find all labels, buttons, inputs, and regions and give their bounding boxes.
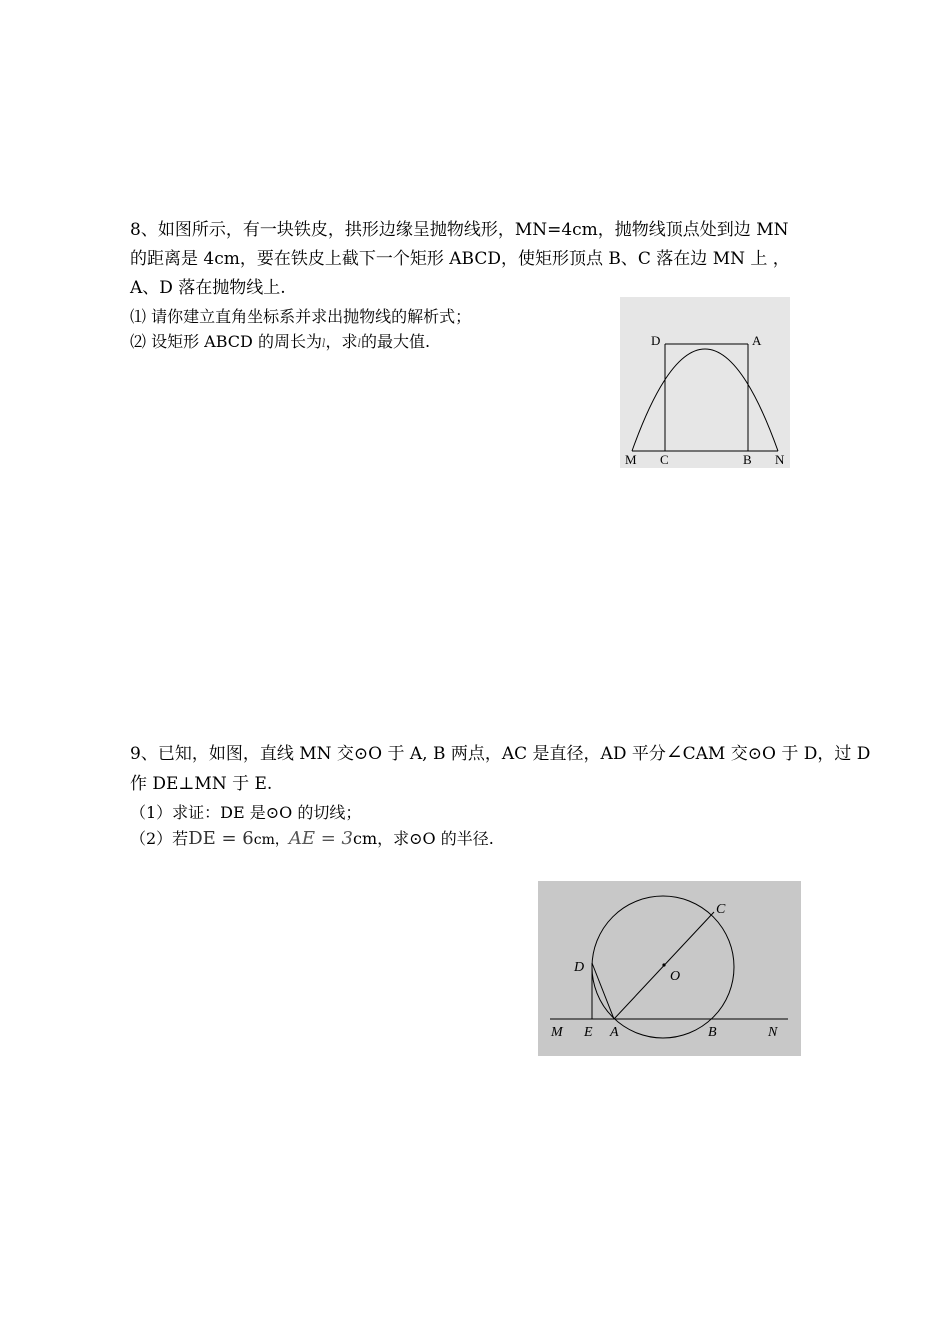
q8-line1: 8、如图所示，有一块铁皮，拱形边缘呈抛物线形，MN=4cm，抛物线顶点处到边 MN	[130, 220, 789, 240]
q8-label-d: D	[651, 333, 661, 348]
q9-label-o: O	[670, 969, 681, 984]
q8-perimeter-var2: l	[357, 337, 362, 350]
q8-part2-text-a: ⑵ 设矩形 ABCD 的周长为	[130, 332, 322, 351]
q9-line1-text-b: CAM 交⊙O 于 D，过 D	[682, 744, 871, 764]
q8-part2	[130, 331, 430, 355]
q9-line1	[130, 741, 870, 765]
q8-label-b: B	[743, 452, 752, 467]
q8-figure-background	[620, 297, 790, 468]
q8-perimeter-var: l	[321, 337, 326, 350]
q8-label-a: A	[752, 333, 762, 348]
q8-label-c: C	[660, 452, 669, 467]
q8-figure	[620, 297, 790, 468]
q9-label-d: D	[574, 960, 585, 975]
q9-label-b: B	[708, 1025, 717, 1040]
q9-line1-text-a: 9、已知，如图，直线 MN 交⊙O 于 A, B 两点，AC 是直径，AD 平分	[130, 744, 666, 764]
q9-figure	[538, 881, 801, 1056]
q9-part1: （1）求证：DE 是⊙O 的切线；	[130, 803, 362, 822]
q9-label-a: A	[610, 1025, 619, 1040]
q9-angle-symbol: ∠	[665, 740, 683, 764]
q8-label-m: M	[625, 452, 637, 467]
q9-line2: 作 DE⊥MN 于 E.	[130, 774, 273, 794]
q9-unit2: cm，求⊙O 的半径.	[353, 829, 494, 848]
q9-unit1: cm，	[253, 832, 289, 848]
q8-line2: 的距离是 4cm，要在铁皮上截下一个矩形 ABCD，使矩形顶点 B、C 落在边 MN 上 ，	[130, 249, 790, 269]
q9-label-c: C	[716, 902, 726, 917]
q8-part2-text-b: ，求	[325, 332, 358, 351]
q9-part2-text-a: （2）若	[130, 829, 189, 848]
q8-label-n: N	[775, 452, 785, 467]
q9-label-m: M	[551, 1025, 563, 1040]
q9-label-e: E	[584, 1025, 593, 1040]
q8-part2-text-c: 的最大值.	[361, 332, 431, 351]
q8-line3: A、D 落在抛物线上.	[130, 278, 286, 298]
q9-de-value: DE = 6	[188, 828, 254, 849]
q8-part1: ⑴ 请你建立直角坐标系并求出抛物线的解析式；	[130, 307, 472, 326]
q9-part2	[130, 828, 494, 851]
q9-label-n: N	[768, 1025, 778, 1040]
q9-center-dot	[662, 963, 665, 966]
q9-ae-value: AE = 3	[288, 828, 353, 849]
